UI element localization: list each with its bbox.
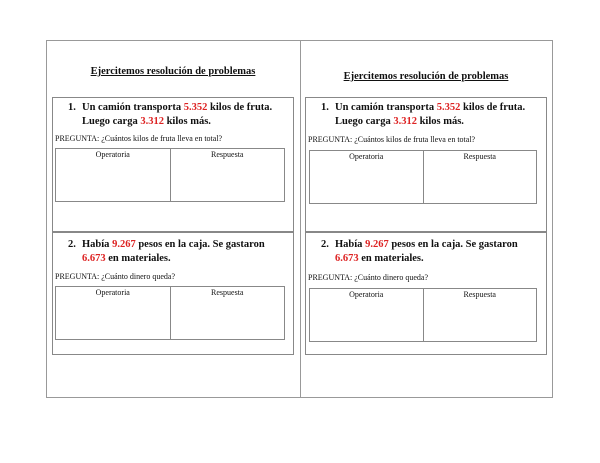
answer-table	[309, 150, 537, 204]
highlight-number: 9.267	[365, 239, 389, 250]
highlight-number: 3.312	[393, 116, 417, 127]
problem-text: Luego carga	[82, 116, 141, 127]
answer-table	[309, 288, 537, 342]
problem-number: 1.	[321, 102, 329, 113]
respuesta-header: Respuesta	[463, 290, 496, 299]
highlight-number: 6.673	[82, 253, 106, 264]
highlight-number: 5.352	[183, 102, 208, 113]
problem-text: Había	[335, 239, 366, 250]
operatoria-cell[interactable]	[56, 149, 171, 202]
column-divider	[300, 40, 301, 398]
operatoria-header: Operatoria	[349, 290, 384, 299]
operatoria-header: Operatoria	[95, 150, 130, 159]
problem-statement	[68, 101, 272, 129]
problem-text: kilos más.	[163, 116, 211, 127]
problem-number: 2.	[321, 239, 329, 250]
problem-text: Un camión transporta	[335, 102, 437, 113]
operatoria-header: Operatoria	[349, 152, 384, 161]
problem-text: Había	[82, 239, 113, 250]
respuesta-header: Respuesta	[463, 152, 496, 161]
worksheet-title: Ejercitemos resolución de problemas	[343, 71, 509, 82]
highlight-number: 6.673	[335, 253, 359, 264]
worksheet-title: Ejercitemos resolución de problemas	[90, 66, 256, 77]
problem-text: pesos en la caja. Se gastaron	[388, 239, 518, 250]
problem-text: Un camión transporta	[82, 102, 184, 113]
highlight-number: 9.267	[112, 239, 136, 250]
respuesta-cell[interactable]	[170, 287, 285, 340]
question-text: PREGUNTA: ¿Cuánto dinero queda?	[308, 273, 428, 282]
operatoria-cell[interactable]	[56, 287, 171, 340]
operatoria-cell[interactable]	[310, 151, 424, 204]
question-text: PREGUNTA: ¿Cuántos kilos de fruta lleva en total?	[55, 134, 223, 143]
problem-number: 2.	[68, 239, 76, 250]
problem-text: kilos más.	[416, 116, 464, 127]
respuesta-header: Respuesta	[211, 150, 244, 159]
problem-text: en materiales.	[105, 253, 171, 264]
problem-number: 1.	[68, 102, 76, 113]
answer-table	[55, 286, 285, 340]
respuesta-cell[interactable]	[170, 149, 285, 202]
respuesta-cell[interactable]	[423, 289, 537, 342]
answer-table	[55, 148, 285, 202]
problem-statement	[68, 238, 265, 266]
problem-text: pesos en la caja. Se gastaron	[135, 239, 265, 250]
operatoria-header: Operatoria	[95, 288, 130, 297]
problem-statement	[321, 101, 525, 129]
question-text: PREGUNTA: ¿Cuánto dinero queda?	[55, 272, 175, 281]
operatoria-cell[interactable]	[310, 289, 424, 342]
question-text: PREGUNTA: ¿Cuántos kilos de fruta lleva en total?	[308, 135, 476, 144]
problem-text: kilos de fruta.	[207, 102, 273, 113]
respuesta-header: Respuesta	[211, 288, 244, 297]
problem-text: kilos de fruta.	[460, 102, 526, 113]
problem-text: Luego carga	[335, 116, 394, 127]
problem-text: en materiales.	[358, 253, 424, 264]
respuesta-cell[interactable]	[423, 151, 537, 204]
highlight-number: 5.352	[436, 102, 461, 113]
highlight-number: 3.312	[140, 116, 164, 127]
problem-statement	[321, 238, 518, 266]
